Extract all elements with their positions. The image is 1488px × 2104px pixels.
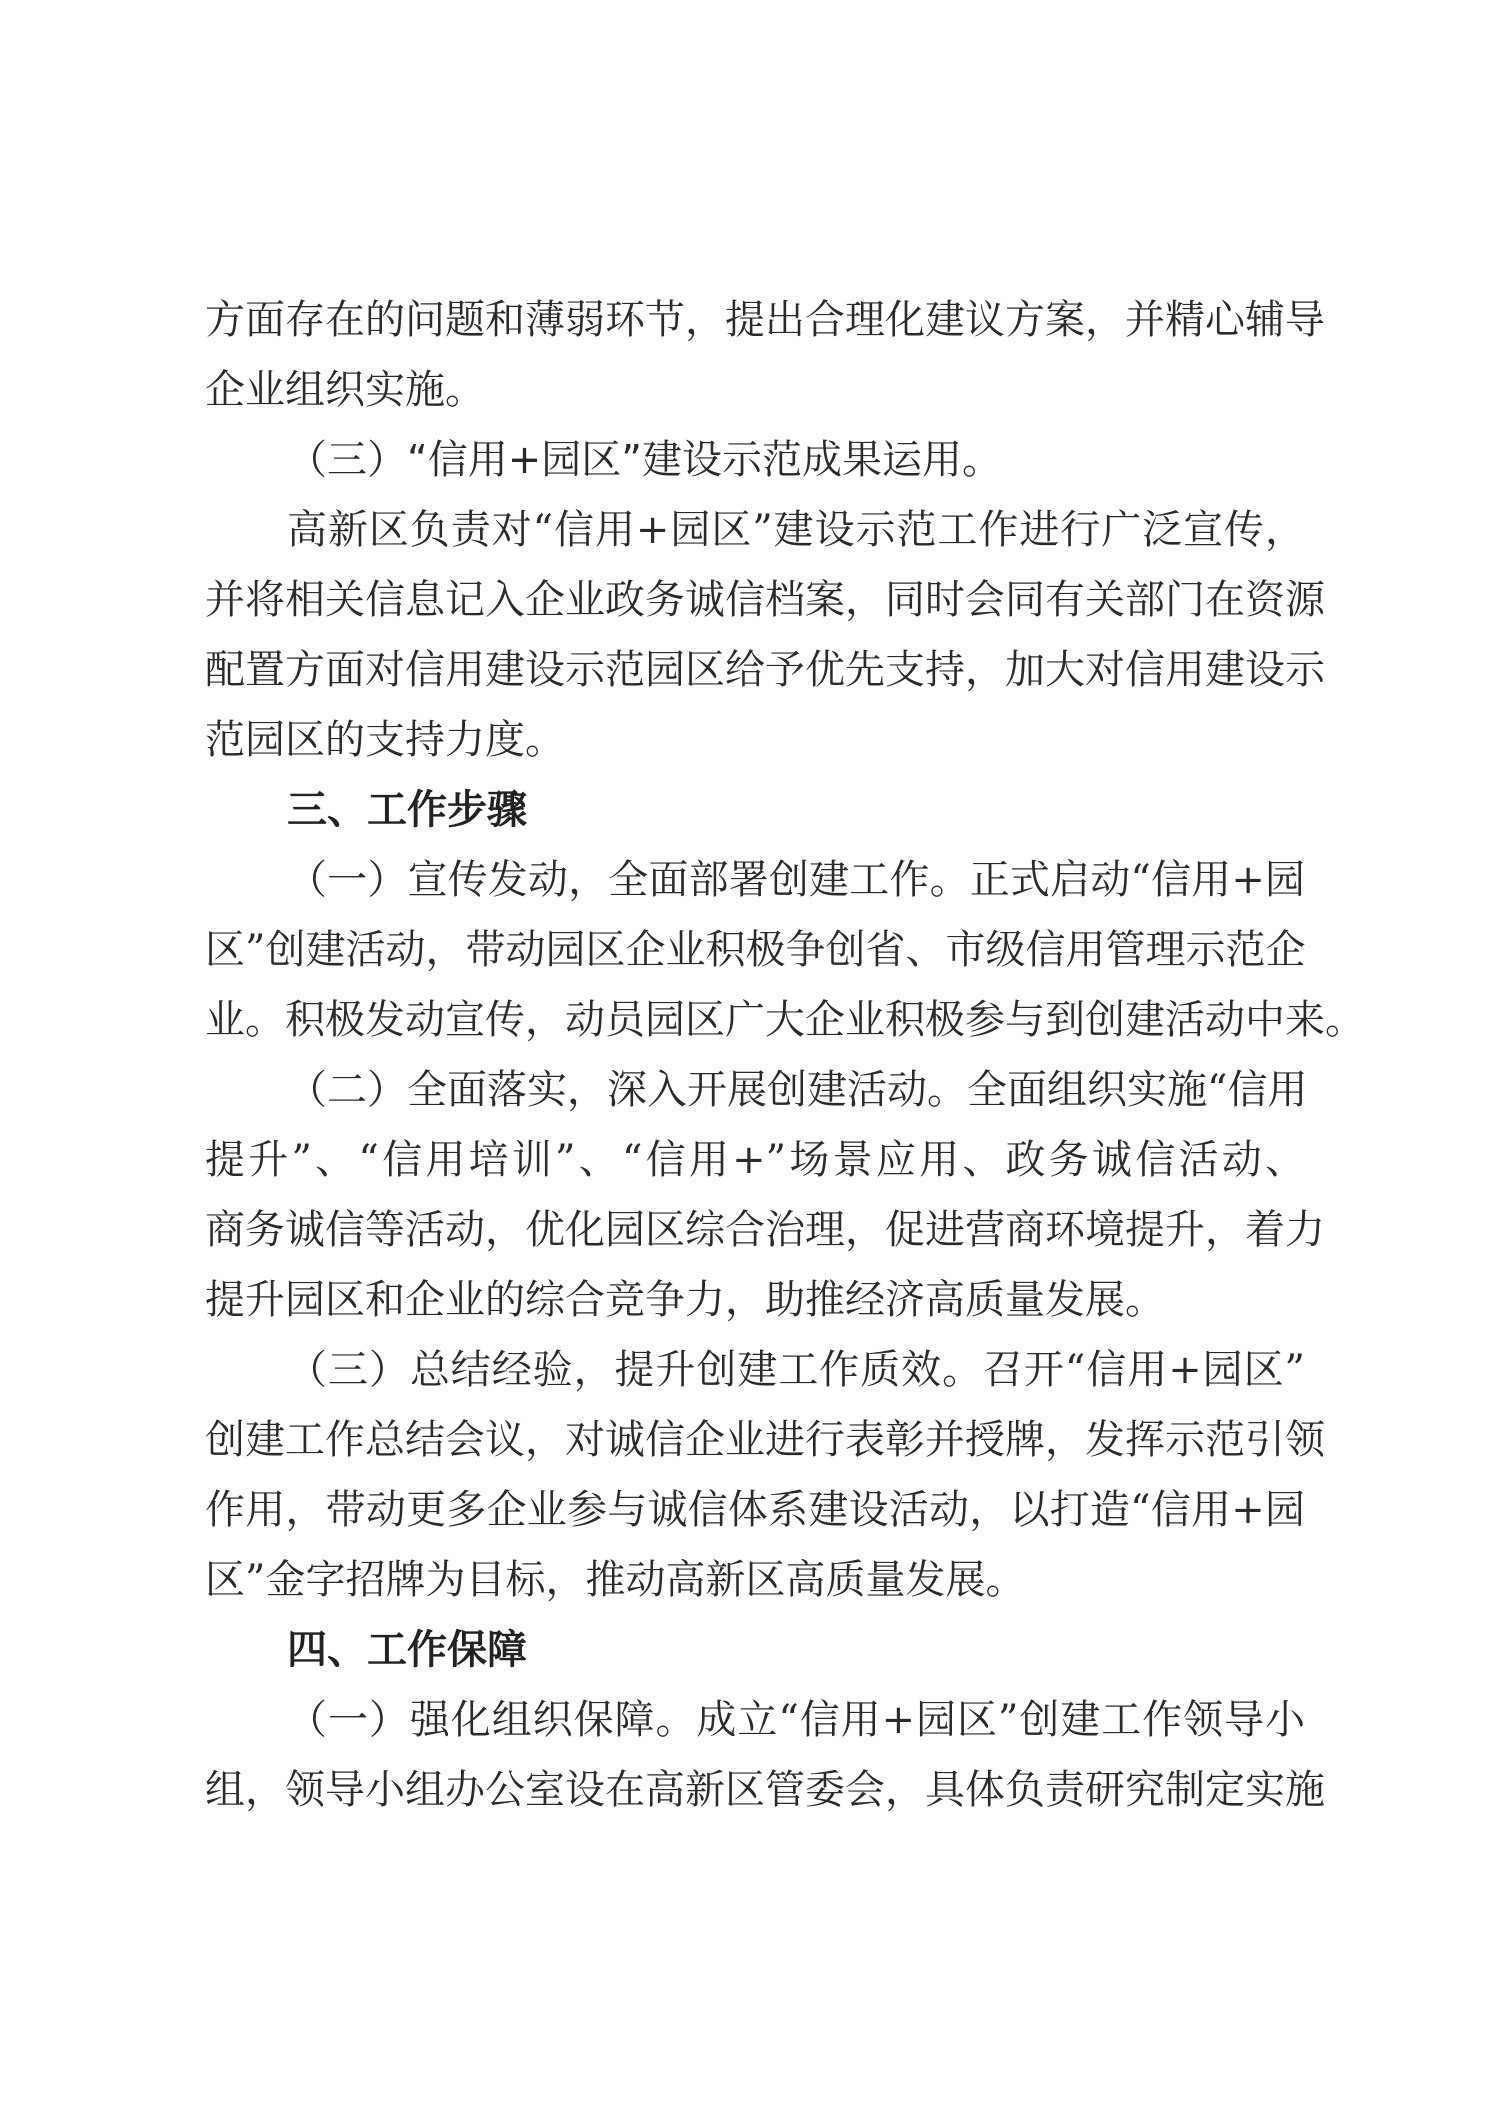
paragraph-line: 提升”、“信用培训”、“信用+”场景应用、政务诚信活动、 bbox=[205, 1137, 1305, 1183]
paragraph-line: 高新区负责对“信用+园区”建设示范工作进行广泛宣传， bbox=[287, 507, 1305, 553]
paragraph-line: （三）总结经验，提升创建工作质效。召开“信用+园区” bbox=[287, 1347, 1305, 1393]
paragraph-line: 企业组织实施。 bbox=[205, 367, 485, 413]
paragraph-line: 业。积极发动宣传，动员园区广大企业积极参与到创建活动中来。 bbox=[205, 997, 1365, 1043]
paragraph-line: （二）全面落实，深入开展创建活动。全面组织实施“信用 bbox=[287, 1067, 1308, 1113]
paragraph-line: 配置方面对信用建设示范园区给予优先支持，加大对信用建设示 bbox=[205, 647, 1325, 693]
paragraph-line: 创建工作总结会议，对诚信企业进行表彰并授牌，发挥示范引领 bbox=[205, 1417, 1325, 1463]
paragraph-line: （一）宣传发动，全面部署创建工作。正式启动“信用+园 bbox=[287, 857, 1305, 903]
paragraph-line: 商务诚信等活动，优化园区综合治理，促进营商环境提升，着力 bbox=[205, 1207, 1325, 1253]
paragraph-line: 并将相关信息记入企业政务诚信档案，同时会同有关部门在资源 bbox=[205, 577, 1325, 623]
paragraph-line: （一）强化组织保障。成立“信用+园区”创建工作领导小 bbox=[287, 1697, 1305, 1743]
paragraph-line: 区”创建活动，带动园区企业积极争创省、市级信用管理示范企 bbox=[205, 927, 1306, 973]
paragraph-line: 提升园区和企业的综合竞争力，助推经济高质量发展。 bbox=[205, 1277, 1165, 1323]
paragraph-line: 范园区的支持力度。 bbox=[205, 717, 565, 763]
paragraph-line: 区”金字招牌为目标，推动高新区高质量发展。 bbox=[205, 1557, 1026, 1603]
paragraph-line: 作用，带动更多企业参与诚信体系建设活动，以打造“信用+园 bbox=[205, 1487, 1305, 1533]
section-heading: 四、工作保障 bbox=[287, 1627, 527, 1673]
section-heading: 三、工作步骤 bbox=[287, 787, 527, 833]
subheading: （三）“信用+园区”建设示范成果运用。 bbox=[287, 437, 1002, 483]
paragraph-line: 组，领导小组办公室设在高新区管委会，具体负责研究制定实施 bbox=[205, 1767, 1325, 1813]
paragraph-line: 方面存在的问题和薄弱环节，提出合理化建议方案，并精心辅导 bbox=[205, 297, 1325, 343]
